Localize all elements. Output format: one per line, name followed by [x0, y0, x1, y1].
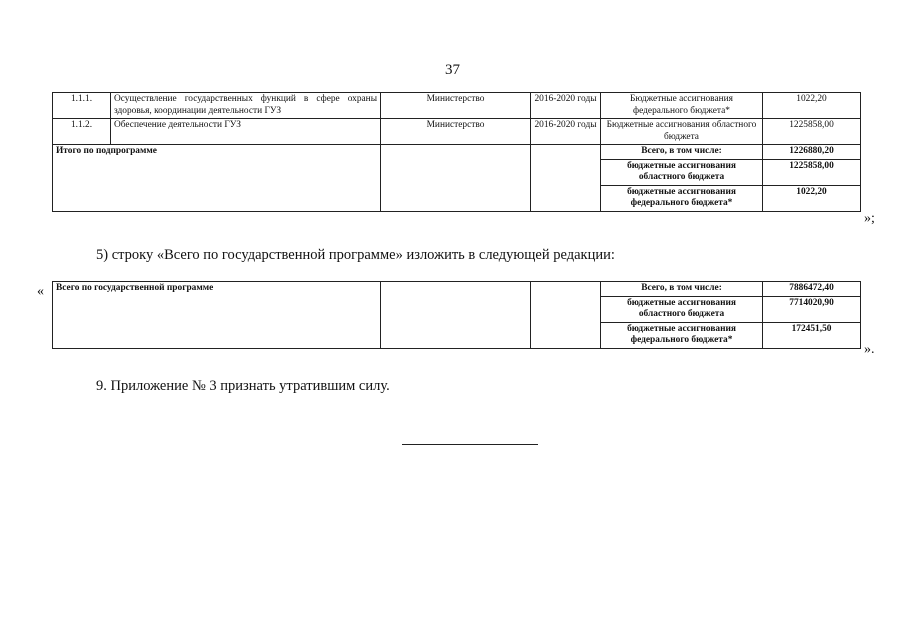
total-amount: 172451,50	[763, 322, 861, 348]
closing-quote: »;	[864, 211, 875, 226]
total-amount: 7886472,40	[763, 282, 861, 297]
row-amount: 1225858,00	[763, 119, 861, 145]
row-executor: Министерство	[381, 119, 531, 145]
total-amount: 1226880,20	[763, 145, 861, 160]
empty-cell	[531, 282, 601, 349]
empty-cell	[531, 145, 601, 212]
total-label: Всего по государственной программе	[53, 282, 381, 349]
empty-cell	[381, 145, 531, 212]
page-number: 37	[445, 62, 460, 78]
row-amount: 1022,20	[763, 93, 861, 119]
total-source: бюджетные ассигнования федерального бюджета*	[601, 185, 763, 211]
total-row	[53, 282, 861, 297]
total-source: Всего, в том числе:	[601, 145, 763, 160]
row-executor: Министерство	[381, 93, 531, 119]
row-source: Бюджетные ассигнования федерального бюджета*	[601, 93, 763, 119]
total-row	[53, 145, 861, 160]
closing-quote: ».	[864, 342, 875, 357]
empty-cell	[381, 282, 531, 349]
total-amount: 1022,20	[763, 185, 861, 211]
subprogram-table	[52, 92, 861, 212]
row-name: Осуществление государственных функций в сфере охраны здоровья, координации деятельности ГУЗ	[111, 93, 381, 119]
row-name: Обеспечение деятельности ГУЗ	[111, 119, 381, 145]
table-row	[53, 93, 861, 119]
row-number: 1.1.1.	[53, 93, 111, 119]
program-total-table	[52, 281, 861, 349]
total-source: бюджетные ассигнования областного бюджета	[601, 296, 763, 322]
total-source: Всего, в том числе:	[601, 282, 763, 297]
divider-line	[402, 444, 538, 445]
paragraph-5: 5) строку «Всего по государственной программе» изложить в следующей редакции:	[96, 247, 615, 263]
opening-quote: «	[37, 284, 44, 299]
row-period: 2016-2020 годы	[531, 93, 601, 119]
total-amount: 1225858,00	[763, 159, 861, 185]
total-amount: 7714020,90	[763, 296, 861, 322]
row-period: 2016-2020 годы	[531, 119, 601, 145]
row-source: Бюджетные ассигнования областного бюджета	[601, 119, 763, 145]
total-label: Итого по подпрограмме	[53, 145, 381, 212]
total-source: бюджетные ассигнования областного бюджета	[601, 159, 763, 185]
paragraph-9: 9. Приложение № 3 признать утратившим силу.	[96, 378, 390, 394]
total-source: бюджетные ассигнования федерального бюджета*	[601, 322, 763, 348]
table-row	[53, 119, 861, 145]
row-number: 1.1.2.	[53, 119, 111, 145]
